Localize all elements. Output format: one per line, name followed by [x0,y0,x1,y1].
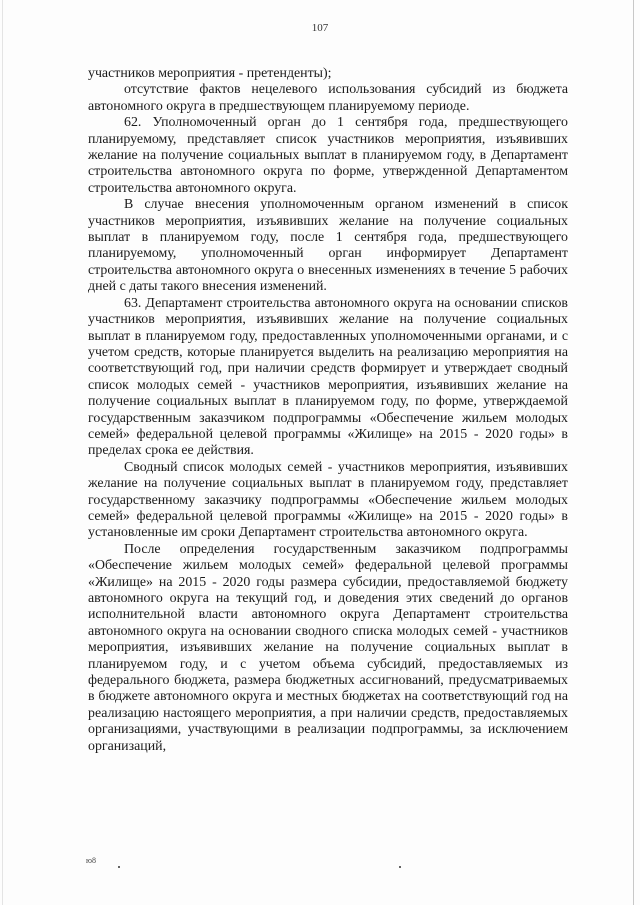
footer-mark: ю8 [86,856,96,865]
paragraph-6: Сводный список молодых семей - участников мероприятия, изъявивших желание на получение социальных выплат в планируемом году, представляет государственному заказчику подпрограммы «Обеспечение жильем молодых семей» федеральной целевой программы «Жилище» на 2015 - 2020 годы» в установленные им сроки Департамент строительства автономного округа. [88,459,568,541]
scan-dot [118,866,120,868]
paragraph-5: 63. Департамент строительства автономного округа на основании списков участников мероприятия, изъявивших желание на получение социальных выплат в планируемом году, предоставленных уполномоченными органами, и с учетом средств, которые планируется выделить на реализацию мероприятия на соответствующий год, при наличии средств формирует и утверждает сводный список молодых семей - участников мероприятия, изъявивших желание на получение социальных выплат в планируемом году, по форме, утверждаемой государственным заказчиком подпрограммы «Обеспечение жильем молодых семей» федеральной целевой программы «Жилище» на 2015 - 2020 годы» в пределах срока ее действия. [88,295,568,459]
page-edge-left [2,0,3,905]
paragraph-7: После определения государственным заказчиком подпрограммы «Обеспечение жильем молодых семей» федеральной целевой программы «Жилище» на 2015 - 2020 годы размера субсидии, предоставляемой бюджету автономного округа на текущий год, и доведения этих сведений до органов исполнительной власти автономного округа Департамент строительства автономного округа на основании сводного списка молодых семей - участников мероприятия, изъявивших желание на получение социальных выплат в планируемом году, и с учетом объема субсидий, предоставляемых из федерального бюджета, размера бюджетных ассигнований, предусматриваемых в бюджете автономного округа и местных бюджетах на соответствующий год на реализацию настоящего мероприятия, а при наличии средств, предоставляемых организациями, участвующими в реализации подпрограммы, за исключением организаций, [88,541,568,754]
paragraph-4: В случае внесения уполномоченным органом изменений в список участников мероприятия, изъявивших желание на получение социальных выплат в планируемом году, после 1 сентября года, предшествующего планируемому, уполномоченный орган информирует Департамент строительства автономного округа о внесенных изменениях в течение 5 рабочих дней с даты такого внесения изменений. [88,197,568,295]
scan-dot [399,866,401,868]
body-text [88,66,568,755]
page-edge-right [633,0,634,905]
paragraph-1: участников мероприятия - претенденты); [88,66,332,81]
paragraph-3: 62. Уполномоченный орган до 1 сентября года, предшествующего планируемому, представляет список участников мероприятия, изъявивших желание на получение социальных выплат в планируемом году, в Департамент строительства автономного округа по форме, утвержденной Департаментом строительства автономного округа. [88,115,568,196]
page-number: 107 [311,22,329,34]
paragraph-2: отсутствие фактов нецелевого использования субсидий из бюджета автономного округа в предшествующем планируемому периоде. [88,82,568,114]
